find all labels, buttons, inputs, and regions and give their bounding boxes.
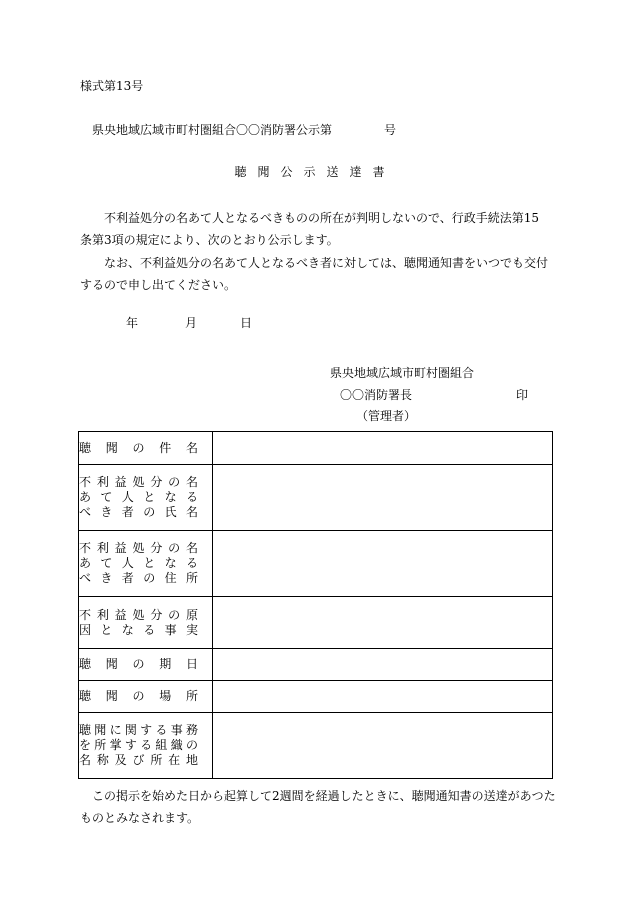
- row-label-line: 不利益処分の名: [79, 475, 198, 489]
- date-line: [126, 314, 252, 331]
- table-row-recipient-name: [79, 465, 553, 531]
- row-label-line: 不利益処分の名: [79, 541, 198, 555]
- row-label-line: べき者の住所: [79, 571, 198, 585]
- row-label-line: を所掌する組織の: [79, 738, 198, 752]
- date-day: 日: [240, 316, 253, 330]
- row-label-line: 聴聞の期日: [79, 657, 198, 671]
- row-label-line: 不利益処分の原: [79, 607, 198, 622]
- row-value-field[interactable]: [213, 649, 553, 681]
- issuer-organization: 県央地域広域市町村圏組合: [330, 366, 475, 380]
- row-label-line: あて人となる: [79, 490, 198, 504]
- row-label: [79, 432, 213, 465]
- notice-number-suffix: 号: [384, 123, 397, 137]
- paragraph-supplement: [80, 252, 550, 296]
- table-row-office-organization: [79, 713, 553, 779]
- paragraph-notice: [80, 207, 550, 251]
- row-label: [79, 649, 213, 681]
- row-label-line: 聴聞に関する事務: [79, 723, 198, 737]
- table-row-subject: [79, 432, 553, 465]
- paragraph-notice-text: 不利益処分の名あて人となるべきものの所在が判明しないので、行政手続法第15条第3項の規定により、次のとおり公示します。: [80, 211, 540, 247]
- row-label-line: 聴聞の場所: [79, 689, 198, 703]
- row-label-line: 因となる事実: [79, 622, 198, 637]
- row-label-line: 聴聞の件名: [79, 440, 198, 455]
- seal-mark: 印: [516, 388, 529, 402]
- form-number: 様式第13号: [80, 79, 144, 93]
- document-title: 聴聞公示送達書: [234, 165, 396, 179]
- row-label: [79, 597, 213, 649]
- row-label: [79, 531, 213, 597]
- date-month: 月: [185, 316, 198, 330]
- table-row-hearing-date: [79, 649, 553, 681]
- hearing-info-table: [78, 431, 553, 779]
- table-row-hearing-place: [79, 681, 553, 713]
- footer-note: [80, 785, 556, 829]
- row-value-field[interactable]: [213, 713, 553, 779]
- paragraph-supplement-text: なお、不利益処分の名あて人となるべき者に対しては、聴聞通知書をいつでも交付するので申し出てください。: [80, 256, 549, 292]
- row-label-line: 名称及び所在地: [79, 753, 198, 767]
- row-value-field[interactable]: [213, 681, 553, 713]
- table-row-recipient-address: [79, 531, 553, 597]
- issuer-chief: 〇〇消防署長: [340, 388, 413, 402]
- row-value-field[interactable]: [213, 432, 553, 465]
- notice-number-prefix: 県央地域広域市町村圏組合〇〇消防署公示第: [92, 123, 333, 137]
- row-value-field[interactable]: [213, 597, 553, 649]
- issuer-manager: （管理者）: [356, 409, 417, 423]
- row-value-field[interactable]: [213, 465, 553, 531]
- row-value-field[interactable]: [213, 531, 553, 597]
- row-label-line: べき者の氏名: [79, 505, 198, 519]
- table-row-cause-facts: [79, 597, 553, 649]
- notice-number: [92, 121, 396, 138]
- row-label: [79, 681, 213, 713]
- row-label: [79, 713, 213, 779]
- date-year: 年: [126, 316, 139, 330]
- row-label: [79, 465, 213, 531]
- row-label-line: あて人となる: [79, 556, 198, 570]
- footer-note-text: この掲示を始めた日から起算して2週間を経過したときに、聴聞通知書の送達があつたものとみなされます。: [80, 789, 556, 825]
